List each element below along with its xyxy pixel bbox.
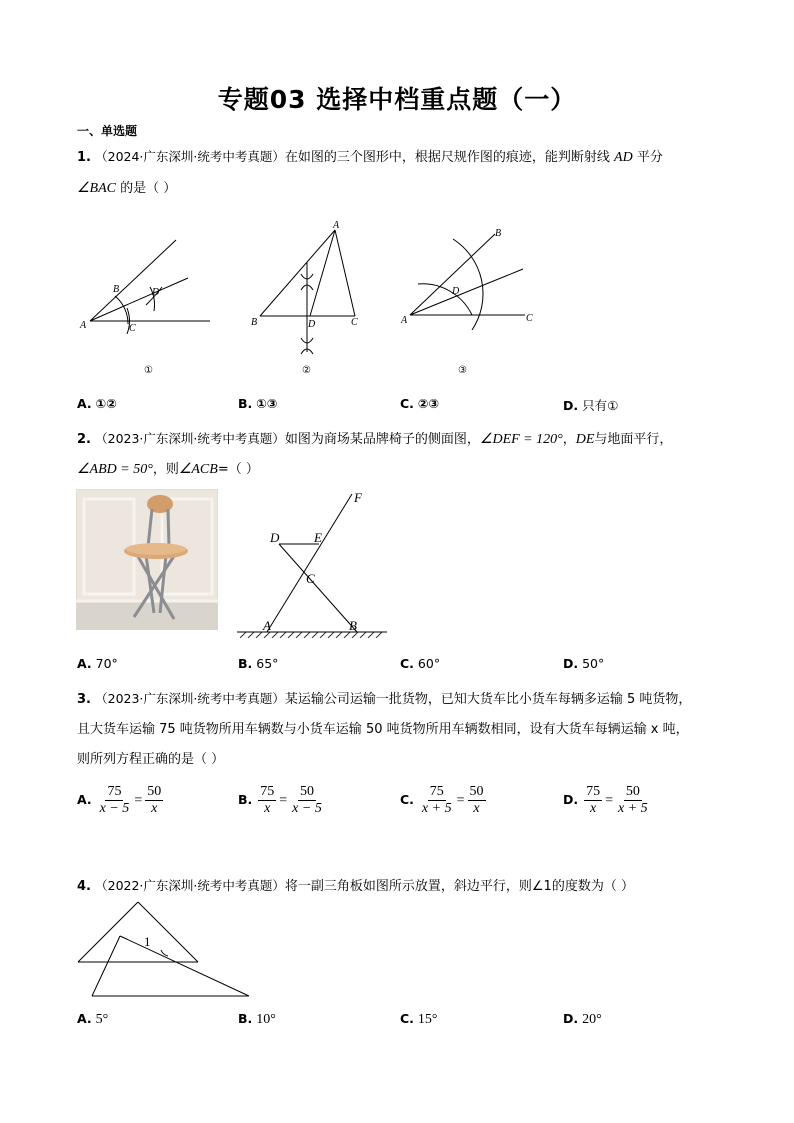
page-title: 专题03 选择中档重点题（一） (217, 85, 577, 114)
q2-stem-line2 (77, 458, 259, 478)
q1-source: （2024·广东深圳·统考中考真题） (95, 149, 285, 164)
q2-option-a[interactable] (77, 656, 118, 671)
q1-option-a-letter: A. (77, 396, 92, 411)
q3-source: （2023·广东深圳·统考中考真题） (95, 691, 285, 706)
q4-stem (77, 875, 634, 894)
svg-text:C: C (306, 571, 315, 586)
q2-option-b[interactable] (238, 656, 278, 671)
q1-figure-label-3: ③ (458, 365, 467, 376)
q3-option-a-left-frac: $\frac{75}{x - 5}$ (99, 784, 130, 816)
q2-text-d: ，则 (152, 462, 179, 477)
q2-option-d[interactable] (563, 656, 604, 671)
q1-option-d[interactable] (563, 396, 618, 414)
q2-source: （2023·广东深圳·统考中考真题） (95, 431, 285, 446)
svg-text:B: B (349, 618, 357, 633)
q3-stem-line2: 且大货车运输 75 吨货物所用车辆数与小货车运输 50 吨货物所用车辆数相同，设有大货车每辆运输 x 吨， (77, 722, 689, 737)
q3-option-a-right-frac: $\frac{50}{x}$ (147, 784, 162, 816)
q2-option-d-letter: D. (563, 656, 579, 671)
q3-option-c-right-frac: $\frac{50}{x}$ (469, 784, 484, 816)
q3-stem-line3: 则所列方程正确的是（ ） (77, 752, 225, 767)
chair-photo (76, 489, 218, 630)
q2-option-b-text: 65° (256, 656, 279, 671)
svg-text:B: B (251, 317, 258, 328)
q2-text-a: 如图为商场某品牌椅子的侧面图， (284, 432, 480, 447)
q2-number: 2. (77, 432, 91, 447)
q3-option-d-letter: D. (563, 792, 579, 807)
q1-ray: AD (614, 150, 633, 165)
q2-diagram (232, 488, 392, 638)
q3-option-b-left-frac: $\frac{75}{x}$ (260, 784, 275, 816)
q1-option-b-letter: B. (238, 396, 253, 411)
q1-option-d-text: 只有① (582, 398, 619, 413)
q1-figures (70, 212, 550, 382)
svg-text:F: F (354, 490, 362, 505)
q4-option-a-text: 5° (95, 1012, 109, 1027)
q4-option-b[interactable] (238, 1011, 276, 1028)
svg-text:A: A (333, 220, 340, 231)
q1-option-c[interactable] (400, 396, 439, 411)
q2-cond2: ∠ABD = 50° (77, 462, 153, 477)
q1-option-b[interactable] (238, 396, 277, 411)
q2-option-d-text: 50° (582, 656, 605, 671)
q4-option-c-letter: C. (400, 1011, 414, 1026)
q3-option-d-left-frac: $\frac{75}{x}$ (586, 784, 601, 816)
q3-stem-line1 (77, 688, 691, 707)
q1-option-c-text: ②③ (417, 396, 440, 411)
q2-option-a-text: 70° (95, 656, 118, 671)
q4-number: 4. (77, 879, 91, 894)
q1-option-b-text: ①③ (256, 396, 278, 411)
svg-text:D: D (270, 530, 280, 545)
q4-option-d[interactable] (563, 1011, 602, 1028)
q3-option-b-letter: B. (238, 792, 253, 807)
q1-figure-1 (90, 240, 210, 334)
q3-option-c[interactable]: C. $\frac{75}{x + 5}$ = $\frac{50}{x}$ (400, 784, 484, 816)
q4-option-b-text: 10° (256, 1012, 276, 1027)
q3-line1: 某运输公司运输一批货物，已知大货车比小货车每辆多运输 5 吨货物， (284, 692, 692, 707)
svg-text:A: A (401, 315, 408, 326)
q3-option-a[interactable]: A. $\frac{75}{x - 5}$ = $\frac{50}{x}$ (77, 784, 162, 816)
q1-figure-3 (410, 234, 525, 330)
q1-stem-line2 (77, 177, 176, 197)
svg-text:D: D (452, 286, 460, 297)
svg-text:A: A (80, 320, 87, 331)
q3-option-d[interactable]: D. $\frac{75}{x}$ = $\frac{50}{x + 5}$ (563, 784, 648, 816)
q2-seg: DE (575, 432, 595, 447)
q3-option-d-right-frac: $\frac{50}{x + 5}$ (618, 784, 648, 816)
q1-figure-2 (260, 230, 355, 354)
q4-option-d-letter: D. (563, 1011, 579, 1026)
q2-cond1: ∠DEF = 120° (479, 432, 563, 447)
q2-ask: ∠ACB (178, 462, 218, 477)
q1-angle: ∠BAC (77, 181, 116, 196)
q4-text: 将一副三角板如图所示放置，斜边平行，则∠1的度数为（ ） (284, 879, 634, 894)
q4-option-d-text: 20° (582, 1012, 602, 1027)
q1-option-d-letter: D. (563, 398, 579, 413)
q3-option-c-left-frac: $\frac{75}{x + 5}$ (421, 784, 452, 816)
q1-figure-label-2: ② (302, 365, 311, 376)
q4-diagram (72, 898, 257, 1000)
svg-text:A: A (263, 618, 271, 633)
svg-text:C: C (351, 317, 358, 328)
q2-option-a-letter: A. (77, 656, 92, 671)
q1-option-a-text: ①② (95, 396, 117, 411)
svg-text:D: D (308, 319, 316, 330)
q1-number: 1. (77, 150, 91, 165)
q2-option-b-letter: B. (238, 656, 253, 671)
q1-text-b: 平分 (636, 150, 663, 165)
svg-text:B: B (113, 284, 120, 295)
q1-text-a: 在如图的三个图形中，根据尺规作图的痕迹，能判断射线 (284, 150, 610, 165)
svg-text:C: C (526, 313, 533, 324)
q4-option-b-letter: B. (238, 1011, 253, 1026)
svg-text:D: D (152, 287, 160, 298)
q2-stem-line1 (77, 428, 672, 448)
svg-text:B: B (495, 228, 502, 239)
q1-option-c-letter: C. (400, 396, 414, 411)
q3-option-a-letter: A. (77, 792, 92, 807)
q4-option-c-text: 15° (417, 1012, 438, 1027)
q1-text-c: 的是（ ） (120, 181, 177, 196)
q3-option-b-right-frac: $\frac{50}{x - 5}$ (292, 784, 322, 816)
q4-angle-label: 1 (144, 934, 151, 949)
q3-option-c-letter: C. (400, 792, 414, 807)
q4-option-a-letter: A. (77, 1011, 92, 1026)
q2-text-c: 与地面平行， (594, 432, 673, 447)
q4-source: （2022·广东深圳·统考中考真题） (95, 878, 285, 893)
q2-option-c[interactable] (400, 656, 440, 671)
q1-figure-label-1: ① (144, 365, 153, 376)
q2-text-b: ， (562, 432, 576, 447)
q1-option-a[interactable] (77, 396, 117, 411)
q3-option-b[interactable]: B. $\frac{75}{x}$ = $\frac{50}{x - 5}$ (238, 784, 322, 816)
section-heading: 一、单选题 (77, 124, 138, 138)
svg-text:C: C (129, 323, 136, 334)
q2-option-c-text: 60° (417, 656, 441, 671)
q2-text-e: =（ ） (217, 462, 259, 477)
q3-number: 3. (77, 692, 91, 707)
q4-option-c[interactable] (400, 1011, 438, 1028)
q4-option-a[interactable] (77, 1011, 108, 1028)
svg-text:E: E (314, 530, 322, 545)
q2-option-c-letter: C. (400, 656, 414, 671)
q1-stem-line1 (77, 146, 663, 166)
